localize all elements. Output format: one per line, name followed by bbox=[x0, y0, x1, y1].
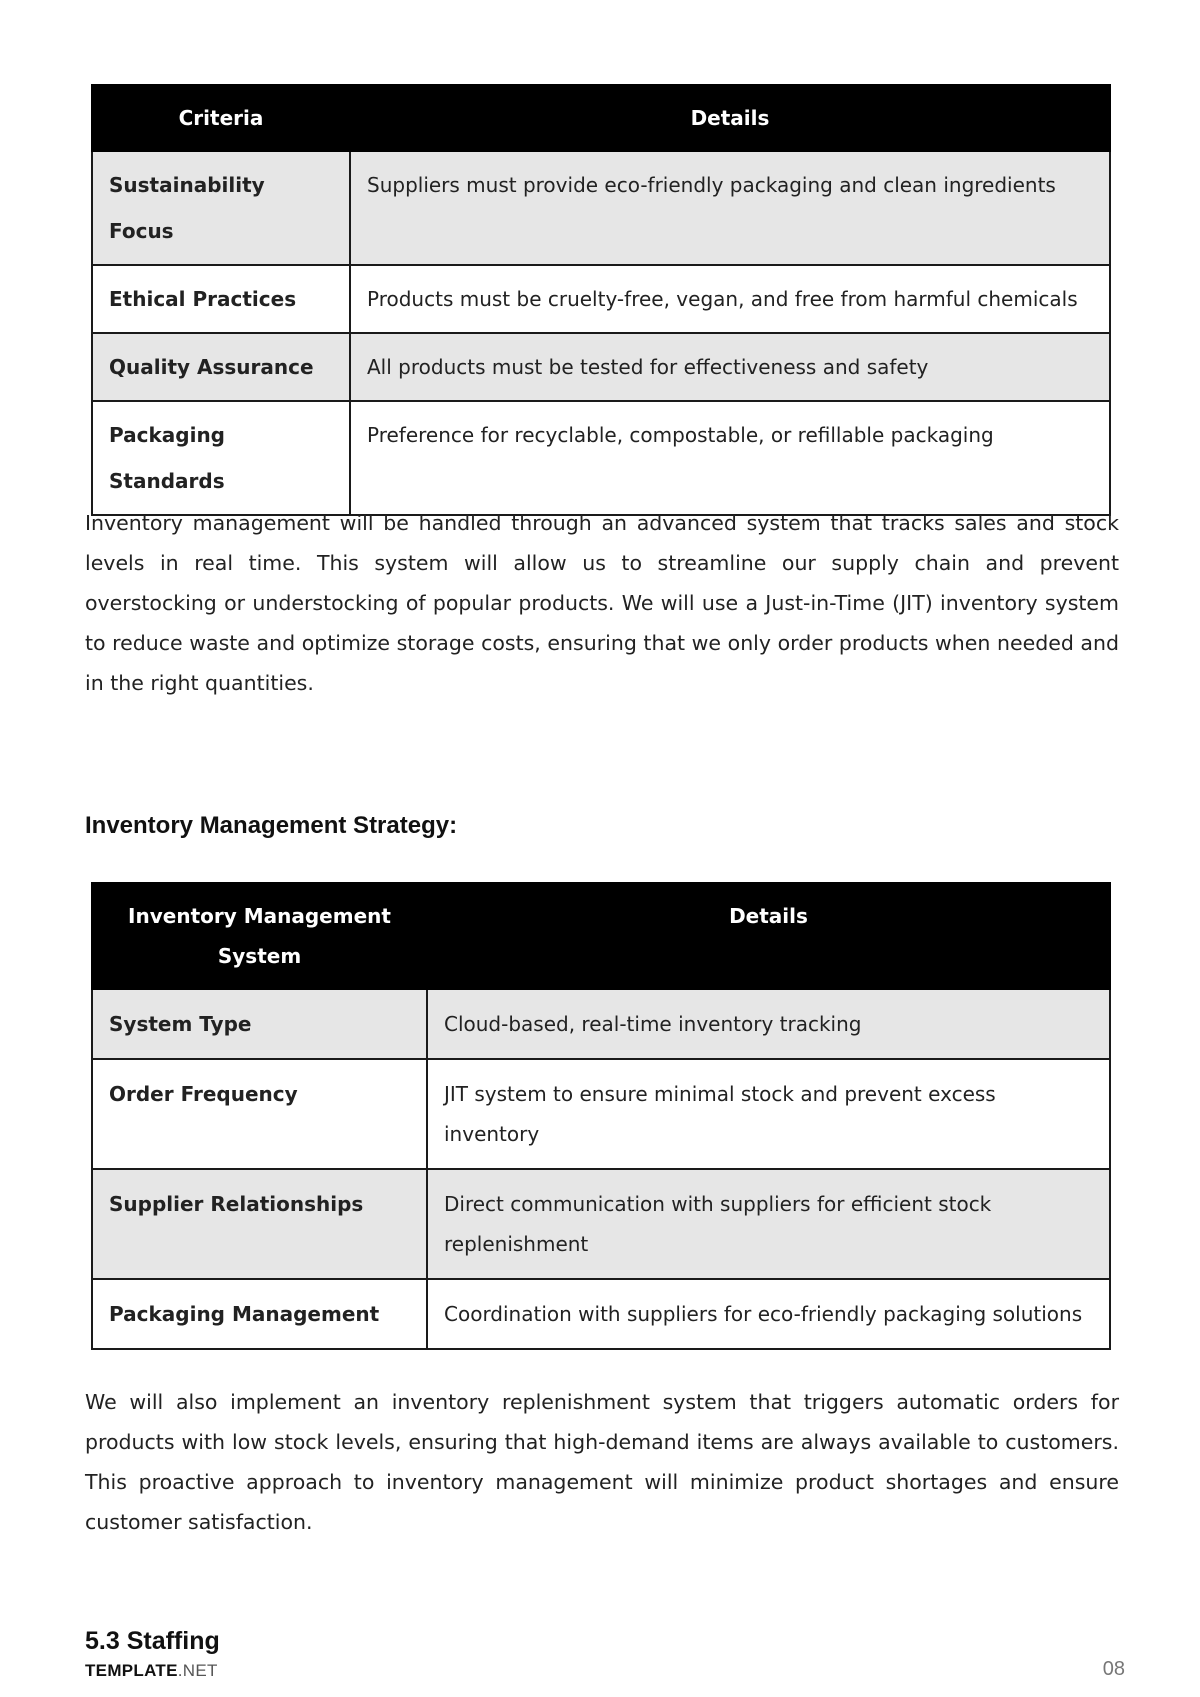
inventory-strategy-table bbox=[91, 882, 1111, 1350]
row-details-cell: Preference for recyclable, compostable, or refillable packaging bbox=[350, 401, 1110, 515]
table-row bbox=[92, 333, 1110, 401]
page-number: 08 bbox=[1102, 1658, 1125, 1680]
row-details-cell: All products must be tested for effectiveness and safety bbox=[350, 333, 1110, 401]
row-criteria-cell: Packaging Standards bbox=[92, 401, 350, 515]
staffing-heading: 5.3 Staffing bbox=[85, 1627, 220, 1655]
table-row bbox=[92, 1279, 1110, 1349]
row-details-cell: Products must be cruelty-free, vegan, and free from harmful chemicals bbox=[350, 265, 1110, 333]
table-row bbox=[92, 1169, 1110, 1279]
brand-name: TEMPLATE bbox=[85, 1661, 178, 1680]
column-header-details: Details bbox=[350, 85, 1110, 151]
column-header-criteria: Criteria bbox=[92, 85, 350, 151]
row-criteria-cell: Packaging Management bbox=[92, 1279, 427, 1349]
inventory-strategy-heading: Inventory Management Strategy: bbox=[85, 812, 458, 839]
replenishment-paragraph: We will also implement an inventory replenishment system that triggers automatic orders for products with low stock levels, ensuring that high-demand items are always available to customers. This proactive approach to inventory management will minimize product shortages and ensure customer satisfaction. bbox=[85, 1390, 1119, 1534]
row-criteria-cell: Supplier Relationships bbox=[92, 1169, 427, 1279]
row-criteria-cell: Order Frequency bbox=[92, 1059, 427, 1169]
row-details-cell: Direct communication with suppliers for efficient stock replenishment bbox=[427, 1169, 1110, 1279]
inventory-intro-paragraph: Inventory management will be handled through an advanced system that tracks sales and stock levels in real time. This system will allow us to streamline our supply chain and prevent overstocking or understocking of popular products. We will use a Just-in-Time (JIT) inventory system to reduce waste and optimize storage costs, ensuring that we only order products when needed and in the right quantities. bbox=[85, 511, 1119, 695]
row-details-cell: Suppliers must provide eco-friendly packaging and clean ingredients bbox=[350, 151, 1110, 265]
row-criteria-cell: System Type bbox=[92, 989, 427, 1059]
brand-suffix: .NET bbox=[177, 1661, 218, 1680]
row-criteria-cell: Quality Assurance bbox=[92, 333, 350, 401]
table-row bbox=[92, 1059, 1110, 1169]
table-header-row bbox=[92, 883, 1110, 989]
row-criteria-cell: Ethical Practices bbox=[92, 265, 350, 333]
column-header-system: Inventory Management System bbox=[92, 883, 427, 989]
row-details-cell: JIT system to ensure minimal stock and prevent excess inventory bbox=[427, 1059, 1110, 1169]
supplier-criteria-table bbox=[91, 84, 1111, 516]
column-header-details: Details bbox=[427, 883, 1110, 989]
table-row bbox=[92, 989, 1110, 1059]
row-details-cell: Coordination with suppliers for eco-friendly packaging solutions bbox=[427, 1279, 1110, 1349]
row-details-cell: Cloud-based, real-time inventory tracking bbox=[427, 989, 1110, 1059]
row-criteria-cell: Sustainability Focus bbox=[92, 151, 350, 265]
table-row bbox=[92, 401, 1110, 515]
template-net-logo bbox=[85, 1661, 218, 1681]
table-header-row bbox=[92, 85, 1110, 151]
table-row bbox=[92, 151, 1110, 265]
table-row bbox=[92, 265, 1110, 333]
